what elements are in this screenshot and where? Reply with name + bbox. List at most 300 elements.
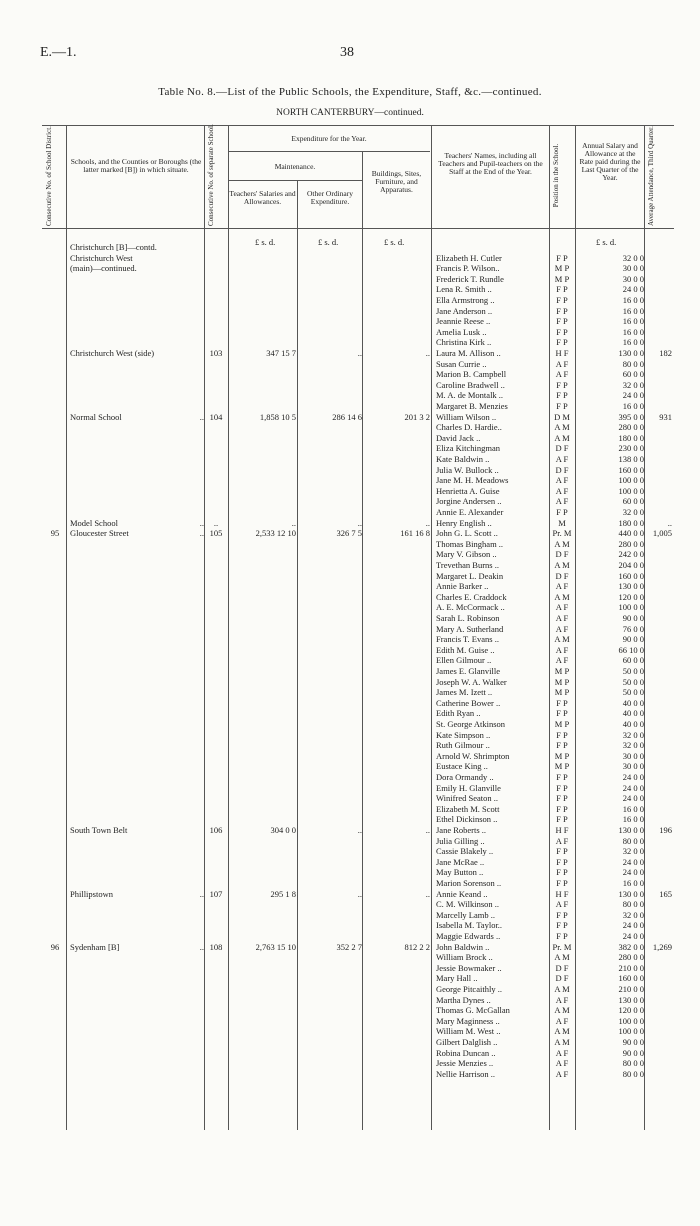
- teacher-name: David Jack ..: [436, 432, 481, 443]
- salaries-amount: 2,763 15 10: [255, 941, 296, 952]
- position: A F: [555, 1068, 569, 1079]
- position: A F: [555, 655, 569, 666]
- position: A F: [555, 613, 569, 623]
- table-row: [0, 899, 700, 910]
- money-head-annual: £ s. d.: [596, 237, 617, 247]
- teacher-name: Jessie Bowmaker ..: [436, 962, 502, 973]
- buildings-amount: ..: [425, 888, 430, 899]
- annual-salary: 180 0 0: [618, 517, 644, 528]
- attendance: 182: [659, 348, 672, 358]
- position: F P: [556, 867, 568, 878]
- annual-salary: 180 0 0: [618, 432, 644, 443]
- table-row: [0, 687, 700, 698]
- school-number: 108: [209, 941, 223, 952]
- position: A M: [554, 1026, 570, 1037]
- table-row: [0, 1037, 700, 1048]
- teacher-name: Jane McRae ..: [436, 856, 485, 867]
- table-row: [0, 889, 700, 900]
- table-row: [0, 783, 700, 794]
- school-number: 107: [209, 888, 223, 899]
- table-row: [0, 677, 700, 688]
- position: M P: [554, 263, 570, 274]
- other-expenditure: ..: [357, 825, 362, 835]
- teacher-name: Dora Ormandy ..: [436, 772, 494, 782]
- teacher-name: Jane Roberts ..: [436, 825, 487, 835]
- annual-salary: 280 0 0: [618, 952, 644, 963]
- annual-salary: 100 0 0: [618, 485, 644, 496]
- teacher-name: Charles D. Hardie..: [436, 422, 502, 433]
- table-row: [0, 253, 700, 264]
- table-row: [0, 433, 700, 444]
- teacher-name: Margaret L. Deakin: [436, 570, 504, 581]
- position: F P: [556, 909, 568, 920]
- position: D F: [555, 570, 569, 581]
- position: A M: [554, 634, 570, 645]
- salaries-amount: ..: [291, 517, 296, 528]
- table-row: [0, 507, 700, 518]
- position: A M: [554, 432, 570, 443]
- table-row: [0, 995, 700, 1006]
- annual-salary: 80 0 0: [622, 1058, 644, 1069]
- other-expenditure: ..: [357, 348, 362, 358]
- annual-salary: 24 0 0: [622, 920, 644, 931]
- teacher-name: William Wilson ..: [436, 411, 497, 422]
- annual-salary: 138 0 0: [618, 454, 644, 464]
- position: F P: [556, 337, 568, 348]
- attendance: 165: [659, 888, 672, 899]
- table-row: [0, 867, 700, 878]
- table-row: [0, 645, 700, 656]
- other-expenditure: 286 14 6: [332, 411, 362, 422]
- table-row: [0, 422, 700, 433]
- annual-salary: 16 0 0: [622, 878, 644, 888]
- annual-salary: 130 0 0: [618, 994, 644, 1005]
- teacher-name: Jane Anderson ..: [436, 305, 493, 316]
- teacher-name: May Button ..: [436, 867, 484, 878]
- teacher-name: Jorgine Andersen ..: [436, 496, 502, 507]
- position: F P: [556, 295, 568, 305]
- table-row: [0, 920, 700, 931]
- teacher-name: Edith M. Guise ..: [436, 644, 495, 655]
- teacher-name: Susan Currie ..: [436, 358, 487, 369]
- table-row: [0, 624, 700, 635]
- table-row: [0, 804, 700, 815]
- annual-salary: 204 0 0: [618, 560, 644, 570]
- position: A F: [555, 581, 569, 592]
- school-number: 106: [209, 825, 223, 835]
- school-number: 104: [209, 411, 223, 422]
- position: F P: [556, 729, 568, 740]
- position: F P: [556, 252, 568, 263]
- teacher-name: Francis T. Evans ..: [436, 634, 499, 645]
- position: A F: [555, 369, 569, 380]
- table-row: [0, 1058, 700, 1069]
- annual-salary: 280 0 0: [618, 422, 644, 433]
- position: F P: [556, 782, 568, 793]
- teacher-name: Lena R. Smith ..: [436, 284, 492, 295]
- position: A F: [555, 1058, 569, 1069]
- other-expenditure: ..: [357, 517, 362, 528]
- teacher-name: Winifred Seaton ..: [436, 793, 498, 804]
- annual-salary: 40 0 0: [622, 708, 644, 719]
- table-row: [0, 602, 700, 613]
- annual-salary: 66 10 0: [618, 644, 644, 655]
- table-row: [0, 825, 700, 836]
- table-row: [0, 666, 700, 677]
- teacher-name: James E. Glanville: [436, 666, 500, 676]
- position: F P: [556, 305, 568, 316]
- salaries-amount: 295 1 8: [270, 888, 296, 899]
- table-row: [0, 931, 700, 942]
- annual-salary: 30 0 0: [622, 263, 644, 274]
- teacher-name: A. E. McCormack ..: [436, 602, 505, 613]
- position: A M: [554, 1037, 570, 1047]
- table-row: [0, 465, 700, 476]
- table-row: [0, 263, 700, 274]
- table-row: [0, 857, 700, 868]
- header-teachers: Teachers' Names, including all Teachers and Pupil-teachers on the Staff at the End of the Year.: [438, 151, 543, 176]
- school-name: Christchurch West: [70, 252, 133, 263]
- teacher-name: Sarah L. Robinson: [436, 613, 500, 623]
- table-row: [0, 359, 700, 370]
- position: F P: [556, 316, 568, 327]
- report-code: E.—1.: [40, 45, 77, 60]
- annual-salary: 40 0 0: [622, 719, 644, 729]
- annual-salary: 160 0 0: [618, 464, 644, 475]
- teacher-name: Henry English ..: [436, 517, 492, 528]
- position: F P: [556, 708, 568, 719]
- teacher-name: Cassie Blakely ..: [436, 846, 494, 857]
- page-number: 38: [340, 45, 354, 60]
- position: F P: [556, 284, 568, 295]
- annual-salary: 160 0 0: [618, 570, 644, 581]
- teacher-name: Margaret B. Menzies: [436, 401, 508, 411]
- annual-salary: 80 0 0: [622, 835, 644, 846]
- position: A F: [555, 454, 569, 464]
- table-row: [0, 496, 700, 507]
- teacher-name: Caroline Bradwell ..: [436, 379, 505, 390]
- position: F P: [556, 401, 568, 411]
- other-expenditure: 352 2 7: [336, 941, 362, 952]
- annual-salary: 16 0 0: [622, 316, 644, 327]
- buildings-amount: 812 2 2: [404, 941, 430, 952]
- teacher-name: Emily H. Glanville: [436, 782, 501, 793]
- table-row: [0, 1005, 700, 1016]
- salaries-amount: 304 0 0: [270, 825, 296, 835]
- annual-salary: 76 0 0: [622, 623, 644, 634]
- table-row: [0, 836, 700, 847]
- table-row: [0, 390, 700, 401]
- header-expenditure: Expenditure for the Year.: [291, 134, 367, 143]
- position: A F: [555, 994, 569, 1005]
- position: A M: [554, 1005, 570, 1016]
- school-name: Phillipstown: [70, 888, 113, 899]
- position: F P: [556, 390, 568, 401]
- table-title: Table No. 8.—List of the Public Schools, the Expenditure, Staff, &c.—continued.: [158, 86, 542, 98]
- annual-salary: 32 0 0: [622, 507, 644, 517]
- position: Pr. M: [552, 941, 572, 952]
- annual-salary: 40 0 0: [622, 697, 644, 708]
- annual-salary: 130 0 0: [618, 888, 644, 899]
- annual-salary: 16 0 0: [622, 326, 644, 337]
- teacher-name: Thomas G. McGallan: [436, 1005, 510, 1016]
- annual-salary: 32 0 0: [622, 846, 644, 857]
- table-row: [0, 475, 700, 486]
- table-row: [0, 878, 700, 889]
- teacher-name: Ruth Gilmour ..: [436, 740, 490, 751]
- header-maintenance: Maintenance.: [274, 162, 316, 171]
- header-schools: Schools, and the Counties or Boroughs (the latter marked [B]) in which situate.: [70, 157, 202, 174]
- annual-salary: 32 0 0: [622, 909, 644, 920]
- teacher-name: Julia Gilling ..: [436, 835, 485, 846]
- teacher-name: Henrietta A. Guise: [436, 485, 500, 496]
- teacher-name: Martha Dynes ..: [436, 994, 491, 1005]
- table-row: [0, 740, 700, 751]
- school-name: (main)—continued.: [70, 263, 137, 274]
- table-row: [0, 443, 700, 454]
- table-row: [0, 708, 700, 719]
- position: Pr. M: [552, 528, 572, 539]
- position: A M: [554, 591, 570, 602]
- school-name: Gloucester Street: [70, 528, 129, 539]
- table-row: [0, 730, 700, 741]
- annual-salary: 230 0 0: [618, 443, 644, 454]
- header-position: Position in the School.: [552, 143, 560, 208]
- table-subtitle: NORTH CANTERBURY—continued.: [276, 108, 424, 118]
- school-name: Sydenham [B]: [70, 941, 120, 952]
- leader-dots: ..: [199, 411, 204, 422]
- teacher-name: Annie E. Alexander: [436, 507, 504, 517]
- table-row: [0, 348, 700, 359]
- teacher-name: Trevethan Burns ..: [436, 560, 499, 570]
- position: D F: [555, 549, 569, 560]
- teacher-name: Jeannie Reese ..: [436, 316, 491, 327]
- buildings-amount: ..: [425, 348, 430, 358]
- leader-dots: ..: [199, 888, 204, 899]
- position: A M: [554, 984, 570, 994]
- annual-salary: 100 0 0: [618, 475, 644, 486]
- position: A M: [554, 560, 570, 570]
- attendance: 931: [659, 411, 672, 422]
- position: D F: [555, 973, 569, 984]
- position: M P: [554, 273, 570, 284]
- annual-salary: 80 0 0: [622, 899, 644, 910]
- table-row: [0, 284, 700, 295]
- table-row: [0, 560, 700, 571]
- annual-salary: 440 0 0: [618, 528, 644, 539]
- annual-salary: 16 0 0: [622, 401, 644, 411]
- position: M: [558, 517, 566, 528]
- teacher-name: Edith Ryan ..: [436, 708, 481, 719]
- annual-salary: 16 0 0: [622, 814, 644, 825]
- teacher-name: M. A. de Montalk ..: [436, 390, 504, 401]
- table-row: [0, 846, 700, 857]
- attendance: ..: [667, 517, 672, 528]
- position: A F: [555, 623, 569, 634]
- school-name: South Town Belt: [70, 825, 128, 835]
- annual-salary: 50 0 0: [622, 666, 644, 676]
- annual-salary: 24 0 0: [622, 772, 644, 782]
- position: F P: [556, 740, 568, 751]
- annual-salary: 90 0 0: [622, 613, 644, 623]
- annual-salary: 24 0 0: [622, 782, 644, 793]
- position: A M: [554, 952, 570, 963]
- annual-salary: 16 0 0: [622, 337, 644, 348]
- attendance: 1,005: [652, 528, 672, 539]
- teacher-name: Thomas Bingham ..: [436, 538, 504, 549]
- teacher-name: William M. West ..: [436, 1026, 501, 1037]
- table-row: [0, 369, 700, 380]
- annual-salary: 50 0 0: [622, 676, 644, 687]
- annual-salary: 30 0 0: [622, 750, 644, 761]
- teacher-name: Joseph W. A. Walker: [436, 676, 507, 687]
- other-expenditure: 326 7 5: [336, 528, 362, 539]
- school-number: 103: [209, 348, 223, 358]
- teacher-name: John G. L. Scott ..: [436, 528, 498, 539]
- annual-salary: 60 0 0: [622, 496, 644, 507]
- annual-salary: 100 0 0: [618, 1026, 644, 1037]
- position: F P: [556, 793, 568, 804]
- header-attendance: Average Attendance, Third Quarter.: [647, 126, 655, 226]
- table-row: [0, 655, 700, 666]
- position: F P: [556, 697, 568, 708]
- position: D F: [555, 443, 569, 454]
- table-row: [0, 571, 700, 582]
- annual-salary: 24 0 0: [622, 284, 644, 295]
- position: A M: [554, 538, 570, 549]
- position: M P: [554, 687, 570, 698]
- teacher-name: Marcelly Lamb ..: [436, 909, 496, 920]
- table-row: [0, 380, 700, 391]
- position: M P: [554, 666, 570, 676]
- table-row: [0, 910, 700, 921]
- annual-salary: 24 0 0: [622, 867, 644, 878]
- position: A F: [555, 602, 569, 613]
- annual-salary: 210 0 0: [618, 984, 644, 994]
- position: A F: [555, 358, 569, 369]
- table-row: [0, 634, 700, 645]
- annual-salary: 100 0 0: [618, 1015, 644, 1026]
- attendance: 1,269: [652, 941, 672, 952]
- header-annual: Annual Salary and Allowance at the Rate paid during the Last Quarter of the Year.: [579, 141, 641, 182]
- teacher-name: Charles E. Craddock: [436, 591, 507, 602]
- position: A F: [555, 475, 569, 486]
- leader-dots: ..: [199, 528, 204, 539]
- annual-salary: 60 0 0: [622, 655, 644, 666]
- teacher-name: Ellen Gilmour ..: [436, 655, 492, 666]
- buildings-amount: 161 16 8: [400, 528, 430, 539]
- school-name: Christchurch [B]—contd.: [70, 242, 157, 252]
- salaries-amount: 347 15 7: [266, 348, 296, 358]
- annual-salary: 120 0 0: [618, 1005, 644, 1016]
- table-top-rule: [42, 125, 674, 126]
- leader-dots: ..: [199, 517, 204, 528]
- table-row: [0, 772, 700, 783]
- teacher-name: Frederick T. Rundle: [436, 273, 504, 284]
- buildings-amount: 201 3 2: [404, 411, 430, 422]
- annual-salary: 50 0 0: [622, 687, 644, 698]
- position: A M: [554, 422, 570, 433]
- teacher-name: Ethel Dickinson ..: [436, 814, 498, 825]
- table-row: [0, 327, 700, 338]
- other-expenditure: ..: [357, 888, 362, 899]
- annual-salary: 30 0 0: [622, 273, 644, 284]
- teacher-name: Catherine Bower ..: [436, 697, 501, 708]
- position: F P: [556, 379, 568, 390]
- position: F P: [556, 920, 568, 931]
- school-name: Christchurch West (side): [70, 348, 155, 358]
- table-row: [0, 337, 700, 348]
- annual-salary: 32 0 0: [622, 379, 644, 390]
- teacher-name: Christina Kirk ..: [436, 337, 492, 348]
- position: F P: [556, 814, 568, 825]
- district-number: 96: [50, 941, 60, 952]
- teacher-name: Marion Sorenson ..: [436, 878, 502, 888]
- annual-salary: 80 0 0: [622, 1068, 644, 1079]
- annual-salary: 130 0 0: [618, 348, 644, 358]
- annual-salary: 32 0 0: [622, 740, 644, 751]
- position: M P: [554, 719, 570, 729]
- position: F P: [556, 846, 568, 857]
- teacher-name: Isabella M. Taylor..: [436, 920, 503, 931]
- header-bottom-rule: [42, 228, 674, 229]
- position: F P: [556, 326, 568, 337]
- position: F P: [556, 878, 568, 888]
- teacher-name: Marion B. Campbell: [436, 369, 507, 380]
- teacher-name: Julia W. Bullock ..: [436, 464, 499, 475]
- teacher-name: Gilbert Dalglish ..: [436, 1037, 498, 1047]
- position: F P: [556, 772, 568, 782]
- table-row: [0, 528, 700, 539]
- teacher-name: St. George Atkinson: [436, 719, 506, 729]
- annual-salary: 90 0 0: [622, 1047, 644, 1058]
- teacher-name: Jane M. H. Meadows: [436, 475, 509, 486]
- teacher-name: Ella Armstrong ..: [436, 295, 495, 305]
- teacher-name: Annie Barker ..: [436, 581, 489, 592]
- annual-salary: 80 0 0: [622, 358, 644, 369]
- annual-salary: 395 0 0: [618, 411, 644, 422]
- leader-dots: ..: [199, 941, 204, 952]
- teacher-name: John Baldwin ..: [436, 941, 490, 952]
- position: F P: [556, 856, 568, 867]
- annual-salary: 130 0 0: [618, 825, 644, 835]
- header-salaries: Teachers' Salaries and Allowances.: [229, 189, 296, 206]
- position: A F: [555, 1047, 569, 1058]
- school-number: 105: [209, 528, 223, 539]
- teacher-name: Mary Maginness ..: [436, 1015, 500, 1026]
- table-row: [0, 401, 700, 412]
- table-row: [0, 316, 700, 327]
- position: D M: [554, 411, 570, 422]
- annual-salary: 210 0 0: [618, 962, 644, 973]
- position: A F: [555, 496, 569, 507]
- position: F P: [556, 931, 568, 941]
- table-row: [0, 592, 700, 603]
- table-row: [0, 1048, 700, 1059]
- teacher-name: Nellie Harrison ..: [436, 1068, 496, 1079]
- annual-salary: 16 0 0: [622, 295, 644, 305]
- table-row: [0, 295, 700, 306]
- position: H F: [555, 825, 569, 835]
- table-row: [0, 549, 700, 560]
- money-head-other: £ s. d.: [318, 237, 339, 247]
- teacher-name: Annie Keand ..: [436, 888, 488, 899]
- annual-salary: 16 0 0: [622, 803, 644, 814]
- position: D F: [555, 962, 569, 973]
- maintenance-rule: [228, 180, 362, 181]
- position: D F: [555, 464, 569, 475]
- table-row: [0, 412, 700, 423]
